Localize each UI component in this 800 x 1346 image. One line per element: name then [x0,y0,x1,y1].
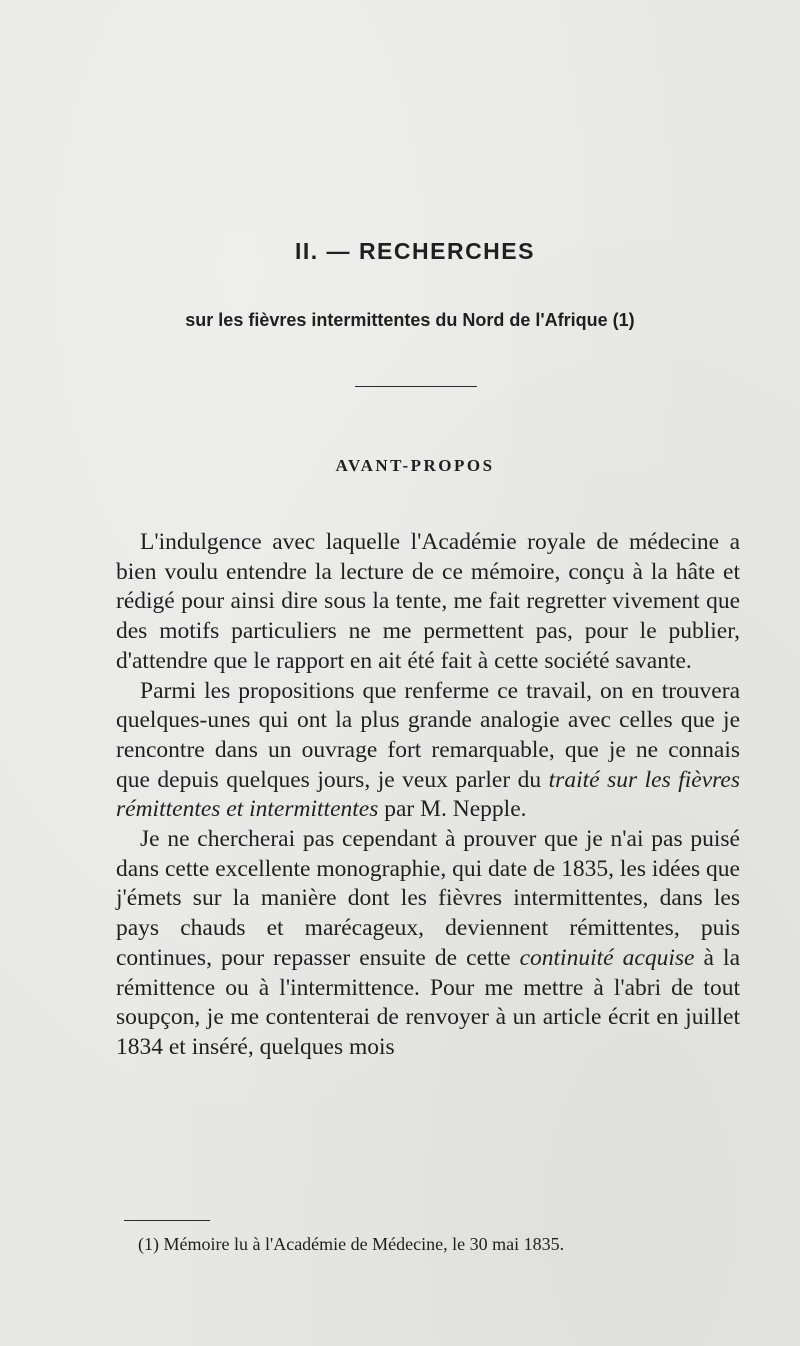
paragraph-text: Je ne chercherai pas cependant à prouver que je n'ai pas puisé dans cette excellente monographie, qui date de 1835, les idées que j'émets sur la manière dont les fièvres intermittentes, dans les pays chauds et marécageux, deviennent rémittentes, puis continues, pour repasser ensuite de cette [116,826,740,971]
footnote: (1) Mémoire lu à l'Académie de Médecine, le 30 mai 1835. [138,1234,565,1254]
body-text [116,528,740,1063]
title-separator-rule [355,386,477,387]
footnote-separator-rule [124,1220,210,1221]
paragraph-text: L'indulgence avec laquelle l'Académie royale de médecine a bien voulu entendre la lecture de ce mémoire, conçu à la hâte et rédigé pour ainsi dire sous la tente, me fait regretter vivement que des motifs particuliers ne me permettent pas, pour le publier, d'attendre que le rapport en ait été fait à cette société savante. [116,529,740,674]
paragraph-text: Parmi les propositions que renferme ce travail, on en trouvera quelques-unes qui ont la plus grande analogie avec celles que je rencontre dans un ouvrage fort remarquable, que je ne connais que depuis quelques jours, je veux parler du [116,677,740,793]
paragraph-3 [116,825,740,1063]
paragraph-1 [116,528,740,677]
section-heading: AVANT-PROPOS [335,456,495,475]
chapter-subtitle: sur les fièvres intermittentes du Nord de l'Afrique (1) [185,310,635,330]
chapter-title: II. — RECHERCHES [295,238,535,264]
paragraph-2 [116,677,740,826]
paragraph-text: par M. Nepple. [378,796,527,823]
book-title-italic: traité sur les fièvres rémittentes et intermittentes [116,766,740,823]
emphasis-italic: continuité acquise [519,944,695,971]
paragraph-text: à la rémittence ou à l'intermittence. Pour me mettre à l'abri de tout soupçon, je me contenterai de renvoyer à un article écrit en juillet 1834 et inséré, quelques mois [116,944,741,1060]
